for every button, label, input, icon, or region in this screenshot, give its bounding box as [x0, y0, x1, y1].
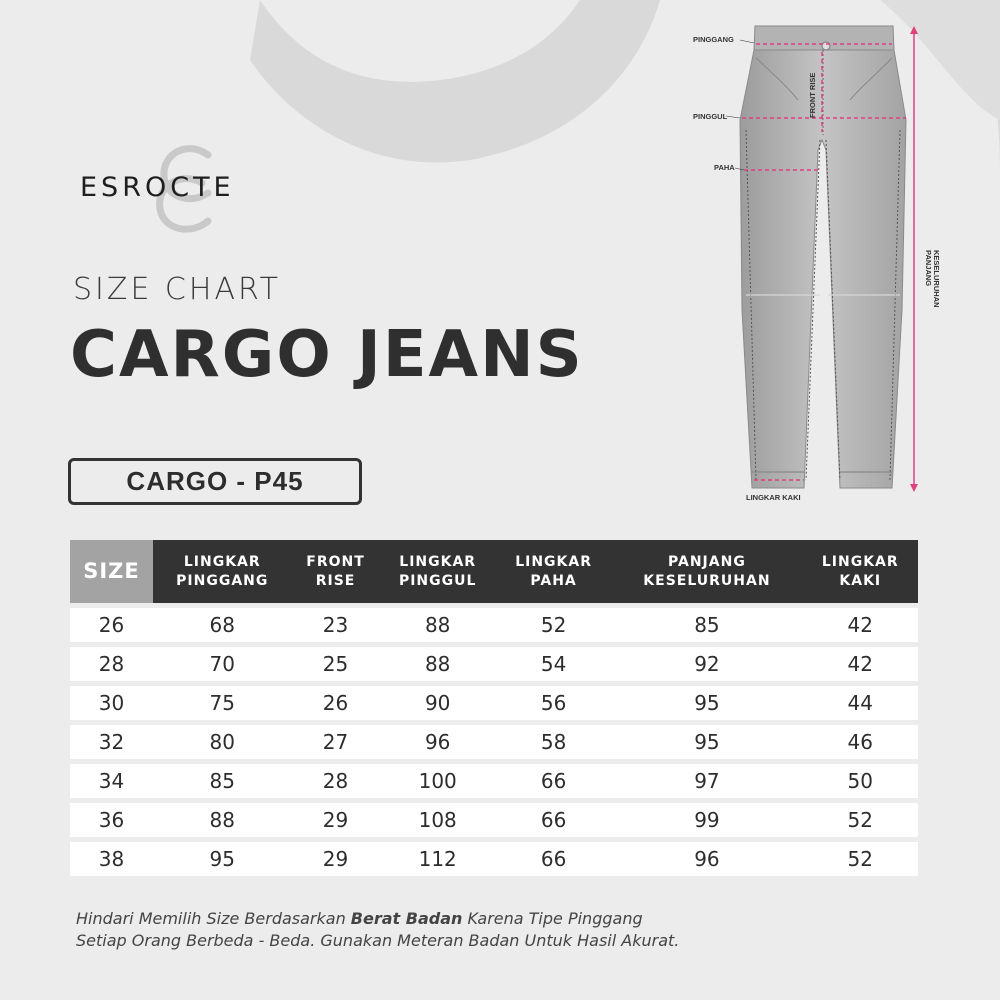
cell-lingkar-paha: 56: [496, 686, 611, 720]
cell-lingkar-pinggul: 88: [379, 608, 495, 642]
cell-size: 34: [70, 764, 153, 798]
cell-lingkar-kaki: 42: [803, 608, 918, 642]
note-line-1: Hindari Memilih Size Berdasarkan Berat Badan Karena Tipe Pinggang: [76, 909, 643, 928]
cell-size: 32: [70, 725, 153, 759]
header-panjang-keseluruhan: PANJANG KESELURUHAN: [611, 540, 802, 603]
cell-lingkar-paha: 66: [496, 842, 611, 876]
cell-lingkar-kaki: 52: [803, 842, 918, 876]
cell-lingkar-pinggul: 88: [379, 647, 495, 681]
size-table: [70, 535, 918, 881]
model-badge: [68, 458, 362, 505]
label-pinggul: PINGGUL: [693, 112, 728, 121]
cell-lingkar-paha: 54: [496, 647, 611, 681]
note-line-2: Setiap Orang Berbeda - Beda. Gunakan Meteran Badan Untuk Hasil Akurat.: [76, 931, 680, 950]
cell-lingkar-pinggul: 108: [379, 803, 495, 837]
cell-lingkar-pinggang: 70: [153, 647, 292, 681]
cell-lingkar-pinggul: 112: [379, 842, 495, 876]
cell-front-rise: 25: [292, 647, 380, 681]
header-lingkar-pinggang: LINGKAR PINGGANG: [153, 540, 292, 603]
cell-panjang-keseluruhan: 92: [611, 647, 802, 681]
cell-lingkar-kaki: 52: [803, 803, 918, 837]
cell-panjang-keseluruhan: 96: [611, 842, 802, 876]
cell-front-rise: 23: [292, 608, 380, 642]
cell-lingkar-kaki: 46: [803, 725, 918, 759]
cell-lingkar-pinggang: 75: [153, 686, 292, 720]
label-front-rise: FRONT RISE: [808, 72, 817, 118]
page-title: CARGO JEANS: [70, 318, 584, 392]
cell-lingkar-pinggang: 80: [153, 725, 292, 759]
cell-lingkar-pinggul: 96: [379, 725, 495, 759]
cell-lingkar-pinggang: 88: [153, 803, 292, 837]
cell-panjang-keseluruhan: 85: [611, 608, 802, 642]
jeans-diagram: [680, 10, 980, 510]
brand-logo: [80, 160, 340, 240]
cell-lingkar-pinggul: 100: [379, 764, 495, 798]
cell-lingkar-paha: 52: [496, 608, 611, 642]
note-emphasis: Berat Badan: [350, 909, 463, 928]
cell-front-rise: 29: [292, 803, 380, 837]
cell-panjang-keseluruhan: 95: [611, 686, 802, 720]
table-row: [70, 725, 918, 759]
cell-front-rise: 29: [292, 842, 380, 876]
label-panjang-line1: PANJANG: [924, 250, 933, 287]
table-row: [70, 647, 918, 681]
cell-front-rise: 27: [292, 725, 380, 759]
cell-lingkar-paha: 66: [496, 764, 611, 798]
jeans-illustration: [680, 10, 980, 510]
table-row: [70, 764, 918, 798]
cell-size: 30: [70, 686, 153, 720]
header-front-rise: FRONT RISE: [292, 540, 380, 603]
brand-name: ESROCTE: [80, 172, 235, 203]
header-lingkar-paha: LINGKAR PAHA: [496, 540, 611, 603]
header-size: SIZE: [70, 540, 153, 603]
cell-lingkar-paha: 58: [496, 725, 611, 759]
header-lingkar-kaki: LINGKAR KAKI: [803, 540, 918, 603]
model-label: CARGO - P45: [126, 466, 304, 496]
table-row: [70, 803, 918, 837]
size-table-header-row: [70, 540, 918, 603]
cell-panjang-keseluruhan: 97: [611, 764, 802, 798]
header-lingkar-pinggul: LINGKAR PINGGUL: [379, 540, 495, 603]
table-row: [70, 842, 918, 876]
sizing-note: [76, 908, 679, 952]
cell-lingkar-pinggang: 68: [153, 608, 292, 642]
cell-front-rise: 26: [292, 686, 380, 720]
cell-lingkar-pinggang: 95: [153, 842, 292, 876]
cell-size: 26: [70, 608, 153, 642]
cell-lingkar-kaki: 50: [803, 764, 918, 798]
label-paha: PAHA: [714, 163, 735, 172]
cell-lingkar-pinggul: 90: [379, 686, 495, 720]
cell-size: 36: [70, 803, 153, 837]
label-lingkar-kaki: LINGKAR KAKI: [746, 493, 801, 502]
cell-size: 28: [70, 647, 153, 681]
cell-lingkar-kaki: 42: [803, 647, 918, 681]
table-row: [70, 686, 918, 720]
table-row: [70, 608, 918, 642]
cell-size: 38: [70, 842, 153, 876]
label-pinggang: PINGGANG: [693, 35, 734, 44]
label-panjang-line2: KESELURUHAN: [932, 250, 941, 308]
cell-panjang-keseluruhan: 99: [611, 803, 802, 837]
cell-lingkar-paha: 66: [496, 803, 611, 837]
cell-front-rise: 28: [292, 764, 380, 798]
page-subtitle: SIZE CHART: [73, 272, 281, 307]
cell-lingkar-kaki: 44: [803, 686, 918, 720]
cell-lingkar-pinggang: 85: [153, 764, 292, 798]
cell-panjang-keseluruhan: 95: [611, 725, 802, 759]
